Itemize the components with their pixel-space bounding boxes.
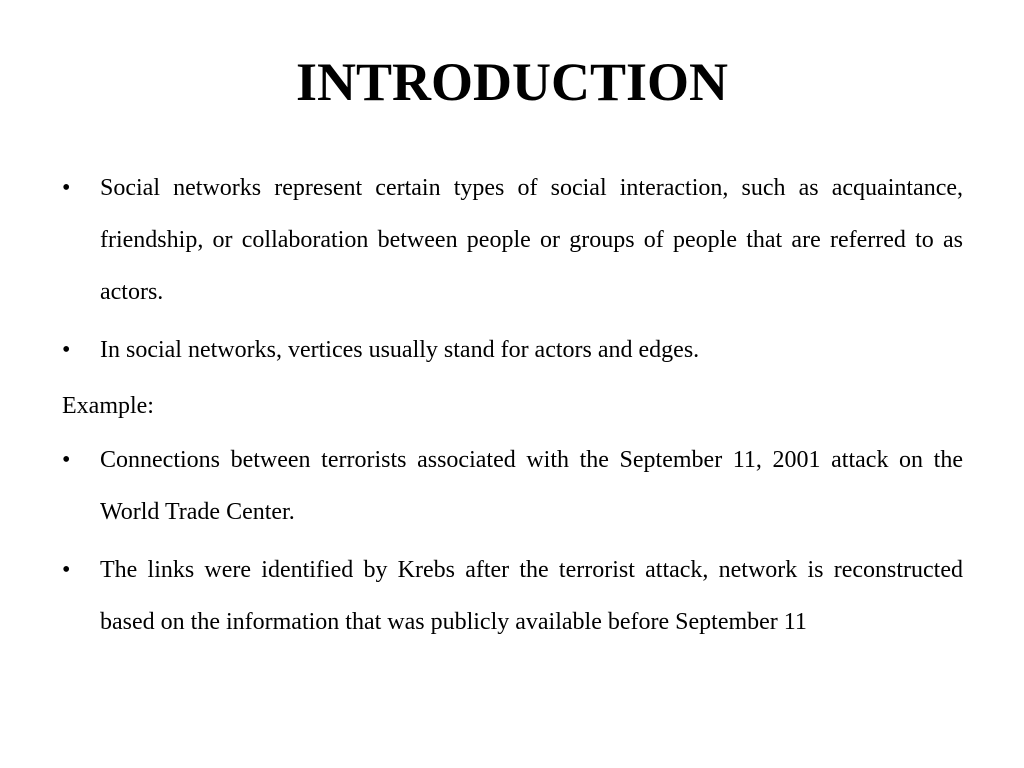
slide-title: INTRODUCTION — [295, 52, 729, 112]
example-label: Example: — [62, 393, 154, 419]
bullet-text: The links were identified by Krebs after the terrorist attack, network is reconstructed based on the information that was publicly available before September 11 — [100, 557, 963, 635]
bullet-text: Connections between terrorists associated with the September 11, 2001 attack on the World Trade Center. — [100, 447, 963, 525]
bullet-item-connections — [62, 434, 963, 538]
bullet-text: In social networks, vertices usually stand for actors and edges. — [100, 337, 700, 363]
bullet-icon: • — [62, 447, 71, 473]
bullet-item-krebs-links — [62, 544, 963, 648]
bullet-item-social-networks — [62, 162, 963, 318]
slide-body — [62, 162, 963, 648]
bullet-icon: • — [62, 337, 71, 363]
bullet-icon: • — [62, 557, 71, 583]
bullet-item-vertices — [62, 324, 963, 376]
bullet-text: Social networks represent certain types of social interaction, such as acquaintance, friendship, or collaboration between people or groups of people that are referred to as actors. — [100, 175, 963, 305]
bullet-icon: • — [62, 175, 71, 201]
